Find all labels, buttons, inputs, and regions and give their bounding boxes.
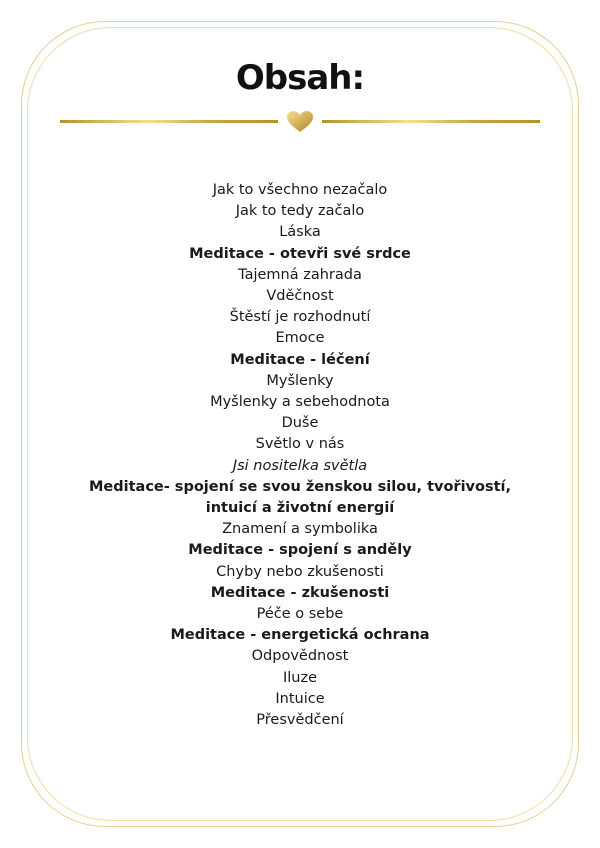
toc-item: Přesvědčení <box>256 712 344 729</box>
toc-item: Znamení a symbolika <box>222 521 378 538</box>
toc-item: Jsi nositelka světla <box>232 457 368 474</box>
toc-item: Meditace - otevři své srdce <box>189 245 411 262</box>
divider-left <box>60 120 278 123</box>
toc-item: Jak to všechno nezačalo <box>212 182 388 198</box>
toc-item: Emoce <box>275 330 325 347</box>
toc-item: Meditace - energetická ochrana <box>170 627 430 644</box>
toc-item: Iluze <box>282 669 318 686</box>
toc-item: Tajemná zahrada <box>238 266 362 283</box>
heart-icon <box>287 111 313 133</box>
toc-item: Myšlenky a sebehodnota <box>210 394 390 411</box>
page-title: Obsah: <box>235 58 365 98</box>
toc-item: Štěstí je rozhodnutí <box>229 309 371 326</box>
toc-item: Jak to tedy začalo <box>235 203 365 220</box>
toc-item: Intuice <box>275 690 325 707</box>
toc-item: Vděčnost <box>266 288 334 305</box>
toc-item: intuicí a životní energií <box>205 500 395 517</box>
toc-item: Meditace - spojení s anděly <box>188 542 412 559</box>
toc-item: Odpovědnost <box>251 648 349 665</box>
divider-right <box>322 120 540 123</box>
toc-item: Láska <box>279 224 321 241</box>
toc-item: Chyby nebo zkušenosti <box>216 563 384 580</box>
toc-item: Péče o sebe <box>256 606 344 623</box>
toc-item: Meditace - léčení <box>230 351 370 368</box>
toc-item: Meditace - zkušenosti <box>210 584 390 601</box>
toc-item: Světlo v nás <box>255 436 345 453</box>
toc-item: Myšlenky <box>266 372 334 389</box>
toc-item: Meditace- spojení se svou ženskou silou, tvořivostí, <box>88 478 511 495</box>
toc-item: Duše <box>281 415 319 432</box>
table-of-contents <box>60 180 540 731</box>
